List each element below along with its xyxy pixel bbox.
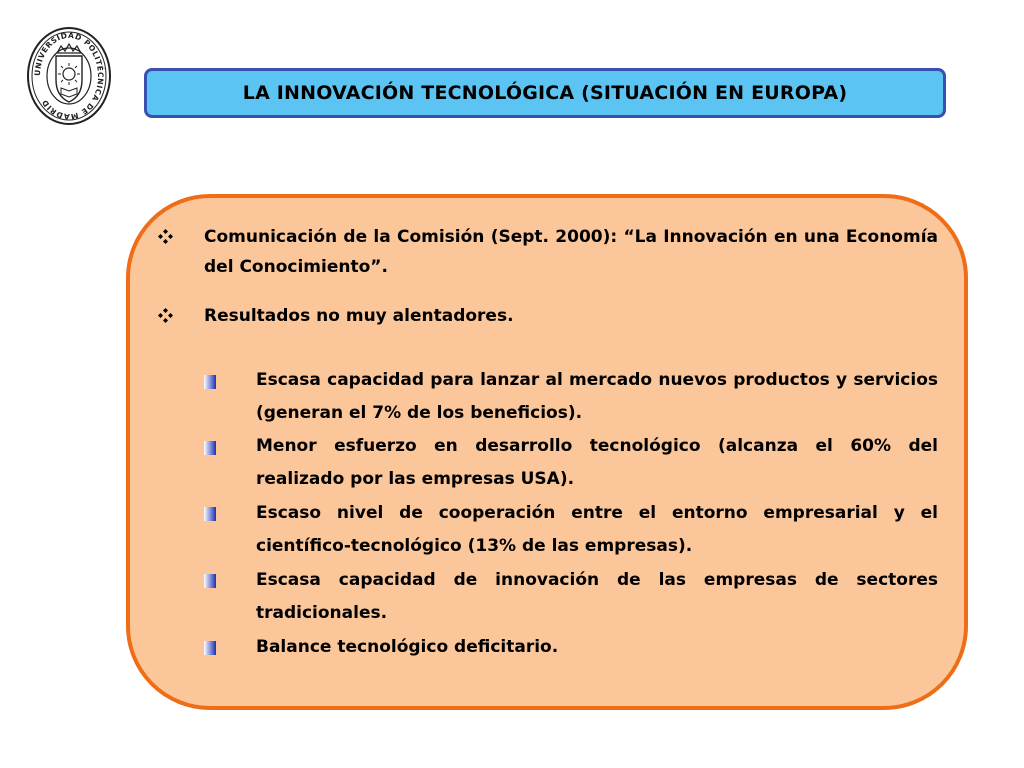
diamond-bullet-icon — [158, 308, 173, 323]
square-bullet-icon — [204, 375, 216, 389]
sub-bullet-text: Escasa capacidad de innovación de las empresas de sectores tradicionales. — [256, 570, 938, 623]
sub-bullet-text: Menor esfuerzo en desarrollo tecnológico (alcanza el 60% del realizado por las empresas USA). — [256, 436, 938, 489]
square-bullet-icon — [204, 441, 216, 455]
slide-title: LA INNOVACIÓN TECNOLÓGICA (SITUACIÓN EN EUROPA) — [242, 82, 848, 104]
square-bullet-icon — [204, 574, 216, 588]
diamond-bullet-icon — [158, 229, 173, 244]
bullet-text: Comunicación de la Comisión (Sept. 2000): “La Innovación en una Economía del Conocimiento”. — [204, 227, 938, 277]
sub-bullet-text: Escasa capacidad para lanzar al mercado nuevos productos y servicios (generan el 7% de los beneficios). — [256, 370, 938, 423]
sub-bullet-text: Escaso nivel de cooperación entre el entorno empresarial y el científico-tecnológico (13% de las empresas). — [256, 503, 938, 556]
svg-text:UNIVERSIDAD POLITÉCNICA DE MAD: UNIVERSIDAD POLITÉCNICA DE MADRID — [32, 30, 106, 122]
title-banner — [144, 68, 946, 118]
square-bullet-icon — [204, 641, 216, 655]
university-seal-logo — [26, 26, 112, 126]
square-bullet-icon — [204, 507, 216, 521]
sub-bullet-text: Balance tecnológico deficitario. — [256, 637, 559, 657]
bullet-text: Resultados no muy alentadores. — [204, 306, 514, 326]
